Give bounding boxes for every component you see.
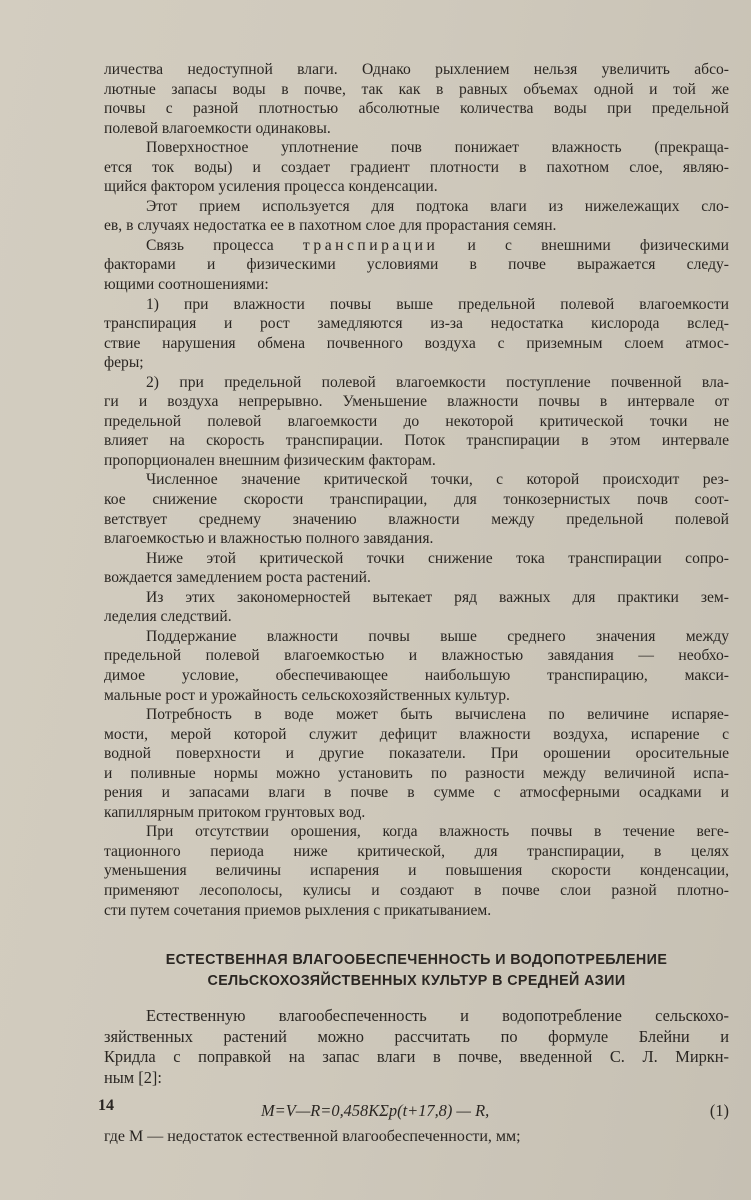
text-line: кое снижение скорости транспирации, для тонкозернистых почв соот- [104, 491, 729, 509]
text-line: ствие нарушения обмена почвенного воздуха с приземным слоем атмос- [104, 334, 729, 352]
section-2-text [104, 1006, 729, 1088]
section-2-line: Кридла с поправкой на запас влаги в почве, введенной С. Л. Миркн- [104, 1047, 729, 1067]
text-line: пропорционален внешним физическим факторам. [104, 451, 436, 469]
text-line: и поливные нормы можно установить по разности между величиной испа- [104, 764, 729, 782]
section-2-paragraph-end [104, 1068, 729, 1089]
text-line: влияет на скорость транспирации. Поток транспирации в этом интервале [104, 432, 729, 450]
section-heading-line-2: СЕЛЬСКОХОЗЯЙСТВЕННЫХ КУЛЬТУР В СРЕДНЕЙ АЗИИ [207, 973, 626, 990]
text-line: мальные рост и урожайность сельскохозяйственных культур. [104, 686, 510, 704]
section-2-line: ным [2]: [104, 1067, 162, 1087]
text-line: ветствует среднему значению влажности между предельной полевой [104, 510, 729, 528]
text-line: Потребность в воде может быть вычислена по величине испаряе- [146, 706, 729, 724]
text-line: факторами и физическими условиями в почве выражается следу- [104, 256, 729, 274]
formula-number: (1) [709, 1101, 729, 1121]
text-line: леделия следствий. [104, 608, 232, 626]
text-line: 2) при предельной полевой влагоемкости поступление почвенной вла- [146, 373, 729, 391]
text-line: почвы с разной плотностью абсолютные количества воды при предельной [104, 100, 729, 118]
formula-1 [104, 1098, 729, 1125]
text-line: Этот прием используется для подтока влаги из нижележащих сло- [146, 197, 729, 215]
text-line: рения и запасами влаги в почве в сумме с атмосферными осадками и [104, 784, 729, 802]
section-1-text [104, 60, 729, 920]
text-line: капиллярным притоком грунтовых вод. [104, 803, 366, 821]
text-line: При отсутствии орошения, когда влажность почвы в течение веге- [146, 823, 729, 841]
page-number: 14 [98, 1097, 114, 1114]
text-line: щийся фактором усиления процесса конденсации. [104, 178, 438, 196]
text-line: предельной полевой влагоемкости до некоторой критической точки не [104, 412, 729, 430]
text-line: личества недоступной влаги. Однако рыхлением нельзя увеличить абсо- [104, 61, 729, 78]
formula-expression: M=V—R=0,458KΣp(t+17,8) — R, [261, 1101, 490, 1121]
text-line: Численное значение критической точки, с которой происходит рез- [146, 471, 729, 489]
text-line: мости, мерой которой служит дефицит влажности воздуха, испарение с [104, 725, 729, 743]
text-line: 1) при влажности почвы выше предельной полевой влагоемкости [146, 295, 729, 313]
text-line: вождается замедлением роста растений. [104, 569, 371, 587]
text-line: предельной полевой влагоемкостью и влажностью завядания — необхо- [104, 647, 729, 665]
text-line: Поверхностное уплотнение почв понижает влажность (прекраща- [146, 139, 729, 157]
text-line: ги и воздуха непрерывно. Уменьшение влажности почвы в интервале от [104, 393, 729, 411]
text-line: применяют лесополосы, кулисы и создают в почве слои разной плотно- [104, 881, 729, 899]
formula-where-line: где M — недостаток естественной влагообеспеченности, мм; [104, 1128, 521, 1146]
text-line: лютные запасы воды в почве, так как в равных объемах одной и той же [104, 80, 729, 98]
text-line: полевой влагоемкости одинаковы. [104, 119, 331, 137]
text-line: ется ток воды) и создает градиент плотности в пахотном слое, являю- [104, 158, 729, 176]
text-line: сти путем сочетания приемов рыхления с прикатыванием. [104, 901, 492, 919]
text-line: тационного периода ниже критической, для транспирации, в целях [104, 842, 729, 860]
text-line: димое условие, обеспечивающее наибольшую транспирацию, макси- [104, 666, 729, 684]
text-line: Из этих закономерностей вытекает ряд важных для практики зем- [146, 588, 729, 606]
text-line: Ниже этой критической точки снижение тока транспирации сопро- [146, 549, 729, 567]
spaced-term: транспирации [302, 236, 439, 254]
text-line: ев, в случаях недостатка ее в пахотном слое для прорастания семян. [104, 217, 557, 235]
text-line: ющими соотношениями: [104, 276, 269, 294]
section-heading [104, 950, 729, 992]
text-line: уменьшения величины испарения и повышения скорости конденсации, [104, 862, 729, 880]
section-2-line: Естественную влагообеспеченность и водопотребление сельскохо- [146, 1006, 729, 1026]
text-line: транспирация и рост замедляются из-за недостатка кислорода вслед- [104, 315, 729, 333]
text-line: феры; [104, 354, 144, 372]
section-2-line: зяйственных растений можно рассчитать по формуле Блейни и [104, 1026, 729, 1046]
section-heading-line-1: ЕСТЕСТВЕННАЯ ВЛАГООБЕСПЕЧЕННОСТЬ И ВОДОПОТРЕБЛЕНИЕ [165, 952, 668, 969]
text-line: водной поверхности и другие показатели. При орошении оросительные [104, 745, 729, 763]
text-line: Поддержание влажности почвы выше среднего значения между [146, 627, 729, 645]
text-line: Связь процесса транспирации и с внешними физическими [146, 236, 729, 254]
text-line: влагоемкостью и влажностью полного завядания. [104, 530, 434, 548]
section-2-paragraph [104, 1006, 729, 1068]
